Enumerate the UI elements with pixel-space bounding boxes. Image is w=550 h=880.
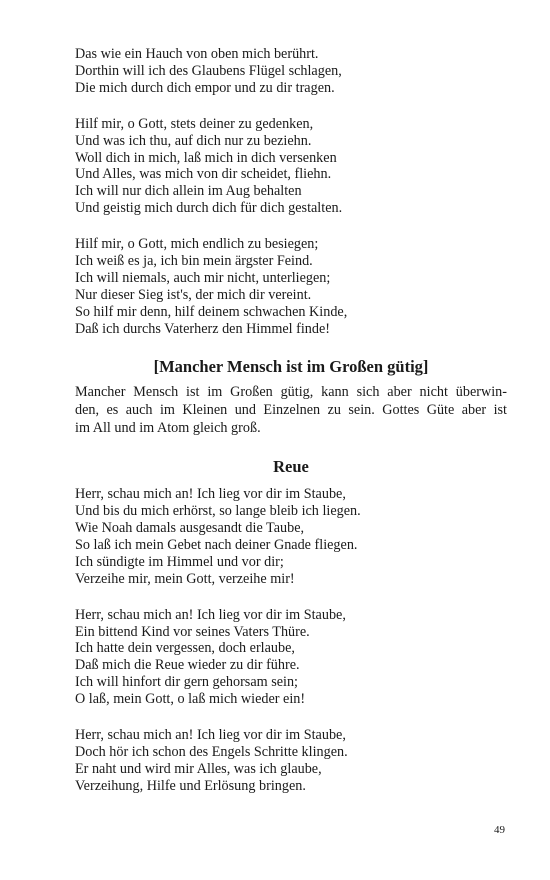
verse-line: Woll dich in mich, laß mich in dich versenken xyxy=(75,149,337,166)
verse-line: Daß mich die Reue wieder zu dir führe. xyxy=(75,657,300,674)
verse-line: Daß ich durchs Vaterherz den Himmel finde! xyxy=(75,320,331,337)
verse-line: Und geistig mich durch dich für dich gestalten. xyxy=(75,200,343,217)
verse-line: Ich weiß es ja, ich bin mein ärgster Feind. xyxy=(75,253,313,270)
verse-line: Verzeihung, Hilfe und Erlösung bringen. xyxy=(75,777,306,794)
verse-line: So laß ich mein Gebet nach deiner Gnade fliegen. xyxy=(75,536,358,553)
verse-line: Und Alles, was mich von dir scheidet, fliehn. xyxy=(75,166,332,183)
prose-line: Mancher Mensch ist im Großen gütig, kann sich aber nicht überwin- xyxy=(75,383,507,400)
section-title: [Mancher Mensch ist im Großen gütig] xyxy=(153,356,429,376)
verse-line: Nur dieser Sieg ist's, der mich dir vereint. xyxy=(75,286,312,303)
prose-line: den, es auch im Kleinen und Einzelnen zu sein. Gottes Güte aber ist xyxy=(75,401,507,418)
verse-line: Dorthin will ich des Glaubens Flügel schlagen, xyxy=(75,62,342,79)
verse-line: Und bis du mich erhörst, so lange bleib ich liegen. xyxy=(75,503,361,520)
verse-line: O laß, mein Gott, o laß mich wieder ein! xyxy=(75,691,306,708)
verse-line: Verzeihe mir, mein Gott, verzeihe mir! xyxy=(75,570,295,587)
verse-line: Ich will niemals, auch mir nicht, unterliegen; xyxy=(75,269,331,286)
verse-line: Doch hör ich schon des Engels Schritte klingen. xyxy=(75,743,348,760)
prose-paragraph xyxy=(75,383,507,438)
stanza xyxy=(75,486,507,587)
verse-line: Ein bittend Kind vor seines Vaters Thüre. xyxy=(75,623,310,640)
verse-line: Hilf mir, o Gott, stets deiner zu gedenken, xyxy=(75,115,314,132)
book-page xyxy=(75,46,507,814)
stanza xyxy=(75,116,507,217)
verse-line: Ich hatte dein vergessen, doch erlaube, xyxy=(75,640,295,657)
verse-line: Hilf mir, o Gott, mich endlich zu besiegen; xyxy=(75,236,319,253)
stanza xyxy=(75,727,507,795)
poem-title: Reue xyxy=(273,457,309,477)
verse-line: Er naht und wird mir Alles, was ich glaube, xyxy=(75,760,322,777)
poem-reue xyxy=(75,486,507,795)
poem-continuation xyxy=(75,46,507,338)
verse-line: Ich will nur dich allein im Aug behalten xyxy=(75,183,302,200)
prose-line: im All und im Atom gleich groß. xyxy=(75,420,261,436)
verse-line: Das wie ein Hauch von oben mich berührt. xyxy=(75,46,319,62)
verse-line: Wie Noah damals ausgesandt die Taube, xyxy=(75,520,305,537)
stanza xyxy=(75,236,507,337)
verse-line: Ich will hinfort dir gern gehorsam sein; xyxy=(75,674,299,691)
verse-line: Und was ich thu, auf dich nur zu beziehn. xyxy=(75,132,312,149)
verse-line: Herr, schau mich an! Ich lieg vor dir im Staube, xyxy=(75,606,346,623)
verse-line: Ich sündigte im Himmel und vor dir; xyxy=(75,553,284,570)
verse-line: Herr, schau mich an! Ich lieg vor dir im Staube, xyxy=(75,727,346,744)
stanza xyxy=(75,46,507,97)
verse-line: So hilf mir denn, hilf deinem schwachen Kinde, xyxy=(75,303,348,320)
verse-line: Herr, schau mich an! Ich lieg vor dir im Staube, xyxy=(75,486,346,503)
page-number: 49 xyxy=(494,824,505,836)
stanza xyxy=(75,607,507,708)
verse-line: Die mich durch dich empor und zu dir tragen. xyxy=(75,79,335,96)
